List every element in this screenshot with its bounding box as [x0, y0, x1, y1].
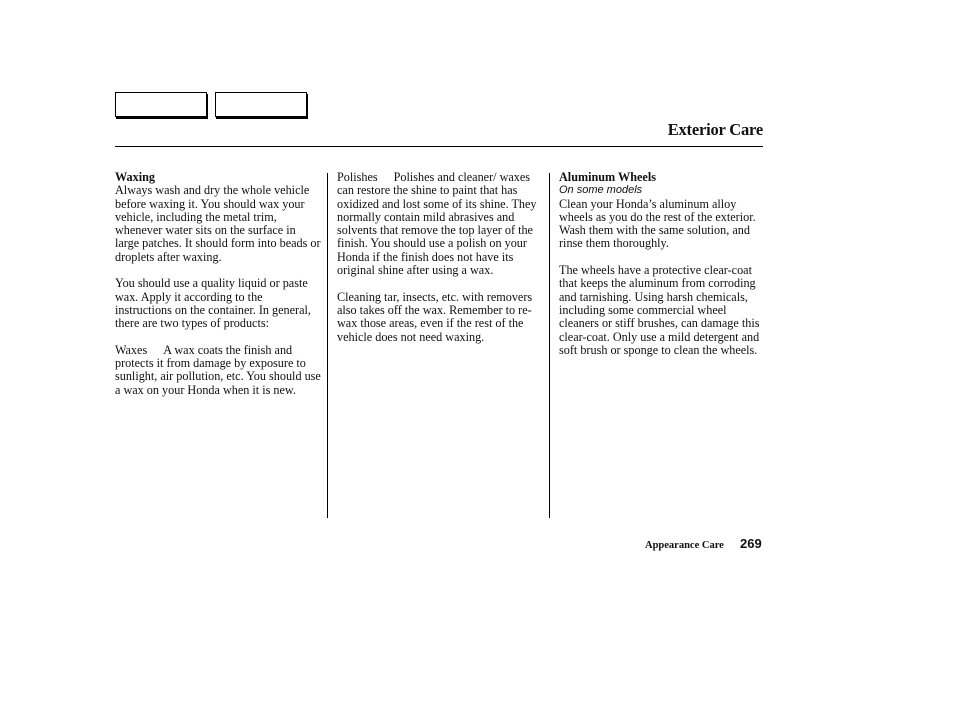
cleaning-tar-paragraph: Cleaning tar, insects, etc. with removers also takes off the wax. Remember to re-wax those areas, even if the rest of the vehicle does not need waxing. — [337, 289, 533, 344]
waxing-heading: Waxing — [115, 170, 155, 184]
waxing-column — [115, 171, 322, 410]
aluminum-wheels-heading: Aluminum Wheels — [559, 170, 656, 184]
page-title: Exterior Care — [667, 120, 763, 139]
waxing-paragraph-2: You should use a quality liquid or paste wax. Apply it according to the instructions on the container. In general, there are two types of products: — [115, 276, 311, 331]
waxes-paragraph — [115, 344, 322, 397]
polishes-term: Polishes — [337, 170, 378, 184]
next-page-button[interactable] — [215, 92, 307, 117]
footer-section-label: Appearance Care — [645, 540, 724, 551]
previous-page-button[interactable] — [115, 92, 207, 117]
column-divider-2 — [549, 173, 550, 518]
aluminum-wheels-column — [559, 171, 763, 370]
wheels-paragraph-1: Clean your Honda’s aluminum alloy wheels as you do the rest of the exterior. Wash them with the same solution, and rinse them thoroughly. — [559, 196, 756, 251]
polishes-column — [337, 171, 543, 357]
polishes-paragraph — [337, 171, 543, 277]
waxes-text: A wax coats the finish and protects it from damage by exposure to sunlight, air pollution, etc. You should use a wax on your Honda when it is new. — [115, 342, 321, 397]
waxes-term: Waxes — [115, 342, 148, 357]
model-note: On some models — [559, 184, 643, 197]
waxing-paragraph-1: Always wash and dry the whole vehicle before waxing it. You should wax your vehicle, including the metal trim, whenever water sits on the surface in large patches. It should form into beads or droplets after waxing. — [115, 183, 321, 264]
polishes-text: Polishes and cleaner/ waxes can restore the shine to paint that has oxidized and lost some of its shine. They normally contain mild abrasives and solvents that remove the top layer of the finish. You should use a polish on your Honda if the finish does not have its original shine after using a wax. — [337, 170, 537, 278]
wheels-paragraph-2: The wheels have a protective clear-coat that keeps the aluminum from corroding and tarnishing. Using harsh chemicals, including some commercial wheel cleaners or stiff brushes, can damage this clear-coat. Only use a mild detergent and soft brush or sponge to clean the wheels. — [559, 263, 760, 357]
column-divider-1 — [327, 173, 328, 518]
header-divider — [115, 146, 763, 147]
page-number: 269 — [740, 536, 762, 551]
